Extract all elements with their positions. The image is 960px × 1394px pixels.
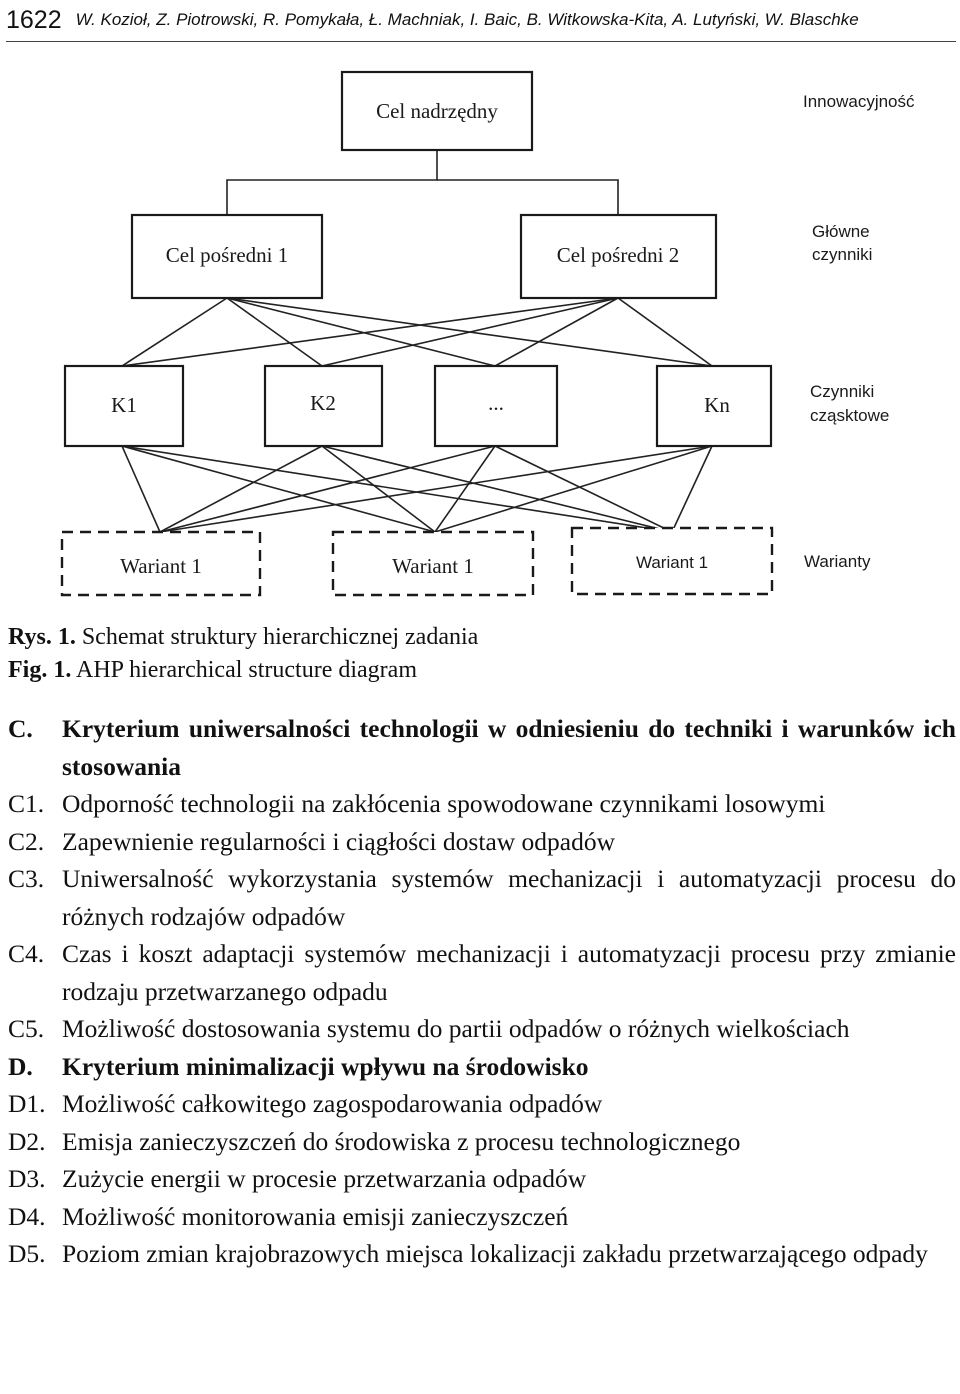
intermediate-goal-1-label: Cel pośredni 1: [165, 243, 289, 267]
node-criterion-k2: [265, 366, 382, 446]
item-code: C1.: [8, 789, 45, 818]
list-item-d2: [8, 1123, 956, 1161]
list-item-d5: [8, 1235, 956, 1273]
list-item-d3: [8, 1160, 956, 1198]
node-criterion-k1: [65, 366, 183, 446]
item-code: D2.: [8, 1126, 46, 1156]
item-code: C5.: [8, 1014, 45, 1043]
node-variant-2: [333, 532, 533, 595]
edges-goals-to-criteria: [122, 298, 712, 366]
item-text: Odporność technologii na zakłócenia spowodowane czynnikami losowymi: [62, 789, 826, 818]
figure-caption-pl: [8, 620, 478, 654]
level-label-partial-factors-line1: Czynniki: [810, 382, 875, 401]
list-item-c5: [8, 1010, 956, 1048]
level-label-partial-factors-line2: cząsktowe: [810, 406, 890, 425]
item-code: C3.: [8, 864, 45, 893]
list-item-d4: [8, 1198, 956, 1236]
item-code: D1.: [8, 1089, 46, 1118]
node-variant-3: [572, 528, 772, 594]
list-item-c2: [8, 823, 956, 861]
caption-en-label: Fig. 1.: [8, 657, 72, 683]
item-code: D.: [8, 1051, 33, 1081]
level-label-variants: Warianty: [804, 552, 871, 571]
level-label-main-factors-line1: Główne: [812, 222, 870, 241]
item-text: Kryterium minimalizacji wpływu na środowisko: [62, 1051, 589, 1081]
caption-en-text: AHP hierarchical structure diagram: [76, 657, 417, 683]
criterion-k2-label: K2: [310, 391, 336, 415]
item-code: D5.: [8, 1239, 46, 1268]
list-item-c3: [8, 860, 956, 935]
page-number: 1622: [6, 5, 62, 34]
list-item-c4: [8, 935, 956, 1010]
item-code: D3.: [8, 1164, 46, 1193]
level-label-main-factors-line2: czynniki: [812, 245, 873, 264]
ahp-hierarchy-diagram: [0, 0, 960, 620]
criteria-list: [8, 710, 956, 1273]
caption-pl-label: Rys. 1.: [8, 624, 76, 650]
node-intermediate-goal-2: [521, 215, 716, 298]
item-code: C.: [8, 714, 33, 743]
item-text: Czas i koszt adaptacji systemów mechanizacji i automatyzacji procesu przy zmianie rodzaju przetwarzanego odpadu: [62, 939, 956, 1006]
list-item-c1: [8, 785, 956, 823]
edge-top-to-goal2: [437, 180, 618, 215]
edges-criteria-to-variants: [122, 446, 712, 532]
item-text: Emisja zanieczyszczeń do środowiska z procesu technologicznego: [62, 1126, 741, 1156]
item-code: C4.: [8, 939, 45, 968]
caption-pl-text: Schemat struktury hierarchicznej zadania: [81, 624, 479, 650]
node-variant-1: [62, 532, 260, 595]
item-text: Zapewnienie regularności i ciągłości dostaw odpadów: [62, 826, 616, 856]
variant-3-label: Wariant 1: [635, 553, 709, 572]
node-top-goal: [342, 72, 532, 150]
item-text: Możliwość dostosowania systemu do partii odpadów o różnych wielkościach: [62, 1014, 850, 1043]
level-label-innovation: Innowacyjność: [803, 92, 915, 111]
item-text: Uniwersalność wykorzystania systemów mechanizacji i automatyzacji procesu do różnych rodzajów odpadów: [62, 864, 956, 931]
item-text: Możliwość całkowitego zagospodarowania odpadów: [62, 1089, 603, 1118]
criterion-k1-label: K1: [111, 393, 137, 417]
variant-1-label: Wariant 1: [120, 554, 202, 578]
author-list: W. Kozioł, Z. Piotrowski, R. Pomykała, Ł. Machniak, I. Baic, B. Witkowska-Kita, A. Lutyński, W. Blaschke: [75, 10, 859, 29]
section-c-heading: [8, 710, 956, 785]
variant-2-label: Wariant 1: [392, 554, 474, 578]
item-code: C2.: [8, 826, 45, 856]
item-code: D4.: [8, 1201, 46, 1231]
criterion-kn-label: Kn: [704, 393, 730, 417]
intermediate-goal-2-label: Cel pośredni 2: [556, 243, 680, 267]
figure-caption-en: [8, 653, 417, 687]
node-intermediate-goal-1: [132, 215, 322, 298]
item-text: Kryterium uniwersalności technologii w odniesieniu do techniki i warunków ich stosowania: [62, 714, 956, 781]
list-item-d1: [8, 1085, 956, 1123]
node-criterion-kn: [657, 366, 771, 446]
top-goal-label: Cel nadrzędny: [376, 99, 498, 123]
item-text: Poziom zmian krajobrazowych miejsca lokalizacji zakładu przetwarzającego odpady: [62, 1239, 928, 1268]
section-d-heading: [8, 1048, 956, 1086]
item-text: Możliwość monitorowania emisji zanieczyszczeń: [62, 1201, 569, 1231]
node-criterion-ellipsis: [435, 366, 557, 446]
item-text: Zużycie energii w procesie przetwarzania odpadów: [62, 1164, 587, 1193]
criterion-ellipsis-label: ...: [488, 391, 504, 415]
edge-top-to-goal1: [227, 150, 437, 215]
